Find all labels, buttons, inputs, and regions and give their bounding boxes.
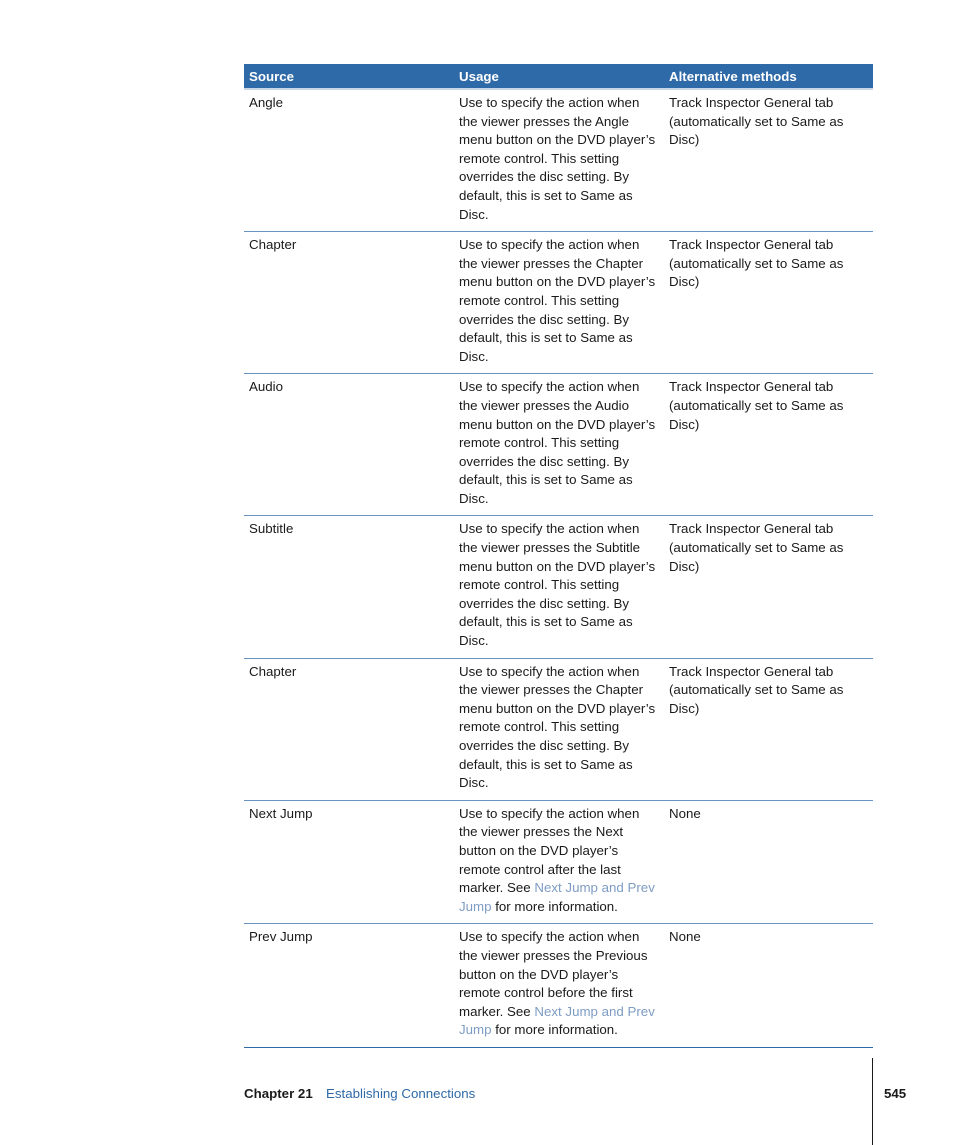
cell-source: Next Jump [244, 800, 454, 924]
reference-table [244, 64, 873, 1048]
usage-text: Use to specify the action when the viewer presses the Next button on the DVD player’s remote control after the last marker. See [459, 805, 640, 896]
header-alternative-methods: Alternative methods [664, 64, 873, 89]
usage-text: for more information. [491, 1022, 618, 1038]
table-row [244, 374, 873, 516]
cross-reference-link[interactable]: Next Jump and Prev Jump [459, 1003, 655, 1038]
cell-source: Subtitle [244, 516, 454, 658]
table-row [244, 516, 873, 658]
page-number: 545 [884, 1086, 907, 1101]
table-row [244, 800, 873, 924]
cell-alternative: Track Inspector General tab (automatically set to Same as Disc) [664, 232, 873, 374]
cell-usage: Use to specify the action when the viewer presses the Audio menu button on the DVD player’s remote control. This setting overrides the disc setting. By default, this is set to Same as Disc. [454, 374, 664, 516]
cell-source: Audio [244, 374, 454, 516]
header-row [244, 64, 873, 89]
cell-alternative: Track Inspector General tab (automatically set to Same as Disc) [664, 89, 873, 232]
footer-chapter-label: Chapter 21 [244, 1086, 313, 1101]
cell-source: Prev Jump [244, 924, 454, 1048]
header-source: Source [244, 64, 454, 89]
table-row [244, 232, 873, 374]
usage-text: for more information. [491, 898, 618, 914]
cell-usage: Use to specify the action when the viewer presses the Chapter menu button on the DVD player’s remote control. This setting overrides the disc setting. By default, this is set to Same as Disc. [454, 658, 664, 800]
cell-alternative: Track Inspector General tab (automatically set to Same as Disc) [664, 658, 873, 800]
table-row [244, 924, 873, 1048]
cell-usage: Use to specify the action when the viewer presses the Angle menu button on the DVD player’s remote control. This setting overrides the disc setting. By default, this is set to Same as Disc. [454, 89, 664, 232]
cell-usage: Use to specify the action when the viewer presses the Chapter menu button on the DVD player’s remote control. This setting overrides the disc setting. By default, this is set to Same as Disc. [454, 232, 664, 374]
cell-alternative: None [664, 800, 873, 924]
table-row [244, 658, 873, 800]
usage-text: Use to specify the action when the viewer presses the Previous button on the DVD player’s remote control before the first marker. See [459, 929, 648, 1019]
cell-source: Chapter [244, 658, 454, 800]
cross-reference-link[interactable]: Next Jump and Prev Jump [459, 880, 655, 914]
header-usage: Usage [454, 64, 664, 89]
cell-usage [454, 800, 664, 924]
cell-source: Angle [244, 89, 454, 232]
cell-usage: Use to specify the action when the viewer presses the Subtitle menu button on the DVD player’s remote control. This setting overrides the disc setting. By default, this is set to Same as Disc. [454, 516, 664, 658]
cell-alternative: None [664, 924, 873, 1048]
table-header [244, 64, 873, 89]
table-row [244, 89, 873, 232]
footer-divider [872, 1058, 873, 1145]
table-body [244, 89, 873, 1047]
cell-usage [454, 924, 664, 1048]
footer-chapter-title[interactable]: Establishing Connections [326, 1086, 476, 1101]
cell-source: Chapter [244, 232, 454, 374]
cell-alternative: Track Inspector General tab (automatically set to Same as Disc) [664, 374, 873, 516]
cell-alternative: Track Inspector General tab (automatically set to Same as Disc) [664, 516, 873, 658]
